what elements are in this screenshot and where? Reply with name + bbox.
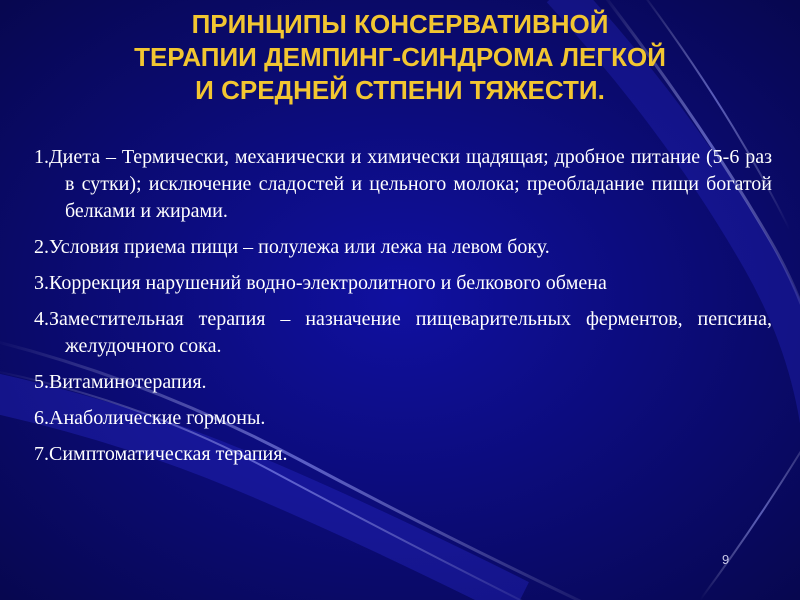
title-line: И СРЕДНЕЙ СТПЕНИ ТЯЖЕСТИ. bbox=[195, 75, 605, 105]
list-item: 1.Диета – Термически, механически и химически щадящая; дробное питание (5-6 раз в сутки); исключение сладостей и цельного молока; преобладание пищи богатой белками и жирами. bbox=[34, 146, 772, 222]
list-item: 5.Витаминотерапия. bbox=[34, 371, 207, 393]
list-item: 7.Симптоматическая терапия. bbox=[34, 443, 288, 465]
principles-list bbox=[34, 144, 772, 477]
list-item: 2.Условия приема пищи – полулежа или лежа на левом боку. bbox=[34, 236, 550, 258]
list-item: 4.Заместительная терапия – назначение пищеварительных ферментов, пепсина, желудочного сока. bbox=[34, 308, 772, 357]
page-number: 9 bbox=[722, 552, 730, 567]
list-item: 6.Анаболические гормоны. bbox=[34, 407, 266, 429]
list-item: 3.Коррекция нарушений водно-электролитного и белкового обмена bbox=[34, 272, 607, 294]
title-line: ТЕРАПИИ ДЕМПИНГ-СИНДРОМА ЛЕГКОЙ bbox=[134, 42, 666, 72]
slide-title bbox=[40, 8, 760, 107]
title-line: ПРИНЦИПЫ КОНСЕРВАТИВНОЙ bbox=[191, 9, 609, 39]
